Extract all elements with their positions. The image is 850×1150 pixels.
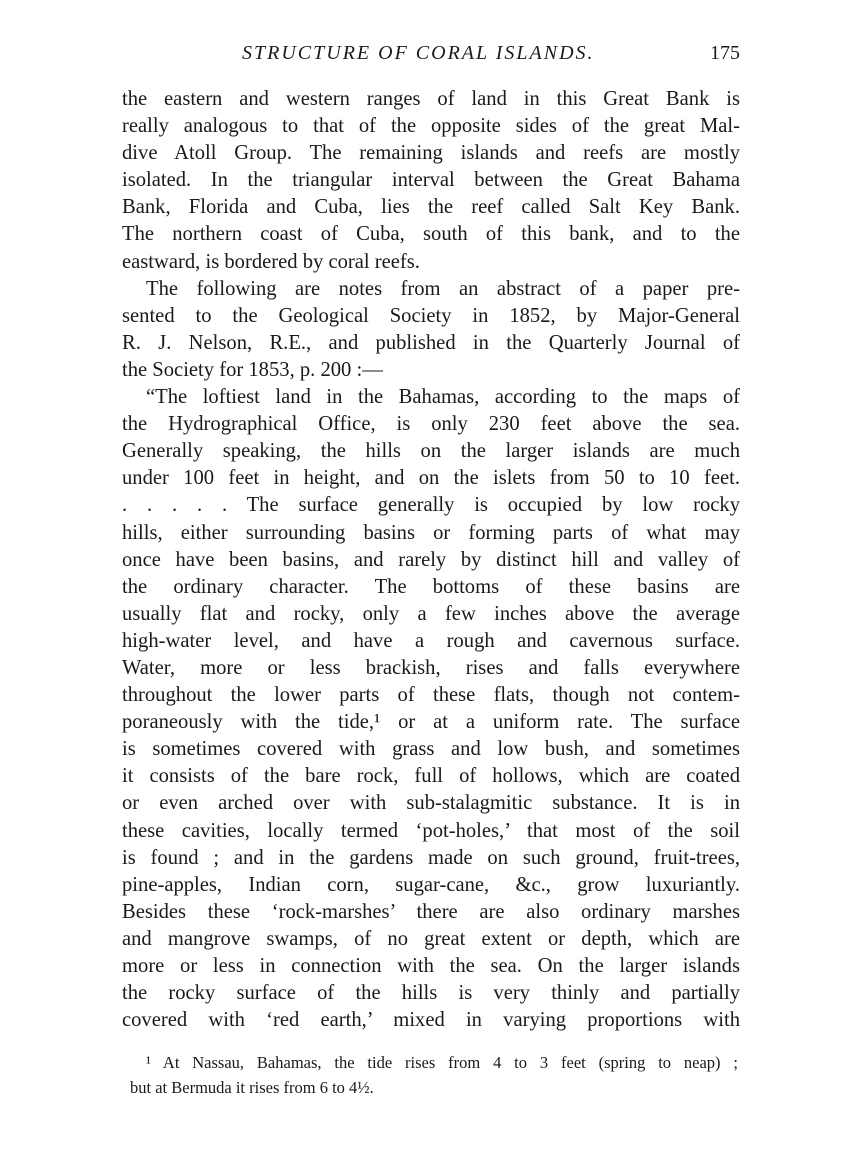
text-line: under 100 feet in height, and on the islets from 50 to 10 feet.: [122, 467, 740, 490]
text-line: covered with ‘red earth,’ mixed in varying proportions with: [122, 1009, 740, 1032]
text-line: sented to the Geological Society in 1852, by Major-General: [122, 304, 740, 327]
text-line: once have been basins, and rarely by distinct hill and valley of: [122, 548, 740, 571]
text-line: The northern coast of Cuba, south of this bank, and to the: [122, 223, 740, 246]
text-line: pine-apples, Indian corn, sugar-cane, &c., grow luxuriantly.: [122, 873, 740, 896]
text-line: the ordinary character. The bottoms of these basins are: [122, 575, 740, 598]
footnote-line: ¹ At Nassau, Bahamas, the tide rises from 4 to 3 feet (spring to neap) ;: [146, 1053, 738, 1072]
text-line: Water, more or less brackish, rises and falls everywhere: [122, 656, 740, 679]
footnote: [130, 1050, 738, 1100]
text-line: R. J. Nelson, R.E., and published in the Quarterly Journal of: [122, 331, 740, 354]
text-line: really analogous to that of the opposite sides of the great Mal-: [122, 115, 740, 138]
text-line: The following are notes from an abstract of a paper pre-: [146, 277, 740, 300]
text-line: Generally speaking, the hills on the larger islands are much: [122, 440, 740, 463]
page-number: 175: [710, 42, 740, 64]
text-line: these cavities, locally termed ‘pot-holes,’ that most of the soil: [122, 819, 740, 842]
body-text: [122, 86, 740, 1034]
footnote-line: but at Bermuda it rises from 6 to 4½.: [130, 1078, 374, 1097]
text-line: or even arched over with sub-stalagmitic substance. It is in: [122, 792, 740, 815]
text-line: Bank, Florida and Cuba, lies the reef called Salt Key Bank.: [122, 196, 740, 219]
text-line: “The loftiest land in the Bahamas, according to the maps of: [146, 386, 740, 409]
text-line: hills, either surrounding basins or forming parts of what may: [122, 521, 740, 544]
text-line: isolated. In the triangular interval between the Great Bahama: [122, 169, 740, 192]
text-line: eastward, is bordered by coral reefs.: [122, 250, 420, 273]
text-line: the rocky surface of the hills is very thinly and partially: [122, 982, 740, 1005]
text-line: the Society for 1853, p. 200 :—: [122, 358, 383, 381]
text-line: . . . . . The surface generally is occupied by low rocky: [122, 494, 740, 517]
page-header: [122, 38, 740, 68]
text-line: the Hydrographical Office, is only 230 feet above the sea.: [122, 413, 740, 436]
text-line: poraneously with the tide,¹ or at a uniform rate. The surface: [122, 711, 740, 734]
text-line: it consists of the bare rock, full of hollows, which are coated: [122, 765, 740, 788]
text-line: is sometimes covered with grass and low bush, and sometimes: [122, 738, 740, 761]
text-line: high-water level, and have a rough and cavernous surface.: [122, 629, 740, 652]
text-line: and mangrove swamps, of no great extent or depth, which are: [122, 927, 740, 950]
text-line: the eastern and western ranges of land in this Great Bank is: [122, 88, 740, 110]
text-line: is found ; and in the gardens made on such ground, fruit-trees,: [122, 846, 740, 869]
text-line: throughout the lower parts of these flats, though not contem-: [122, 684, 740, 707]
text-line: usually flat and rocky, only a few inches above the average: [122, 602, 740, 625]
text-line: more or less in connection with the sea. On the larger islands: [122, 955, 740, 977]
running-head: STRUCTURE OF CORAL ISLANDS.: [242, 42, 595, 64]
text-line: dive Atoll Group. The remaining islands and reefs are mostly: [122, 142, 740, 165]
text-line: Besides these ‘rock-marshes’ there are also ordinary marshes: [122, 900, 740, 923]
